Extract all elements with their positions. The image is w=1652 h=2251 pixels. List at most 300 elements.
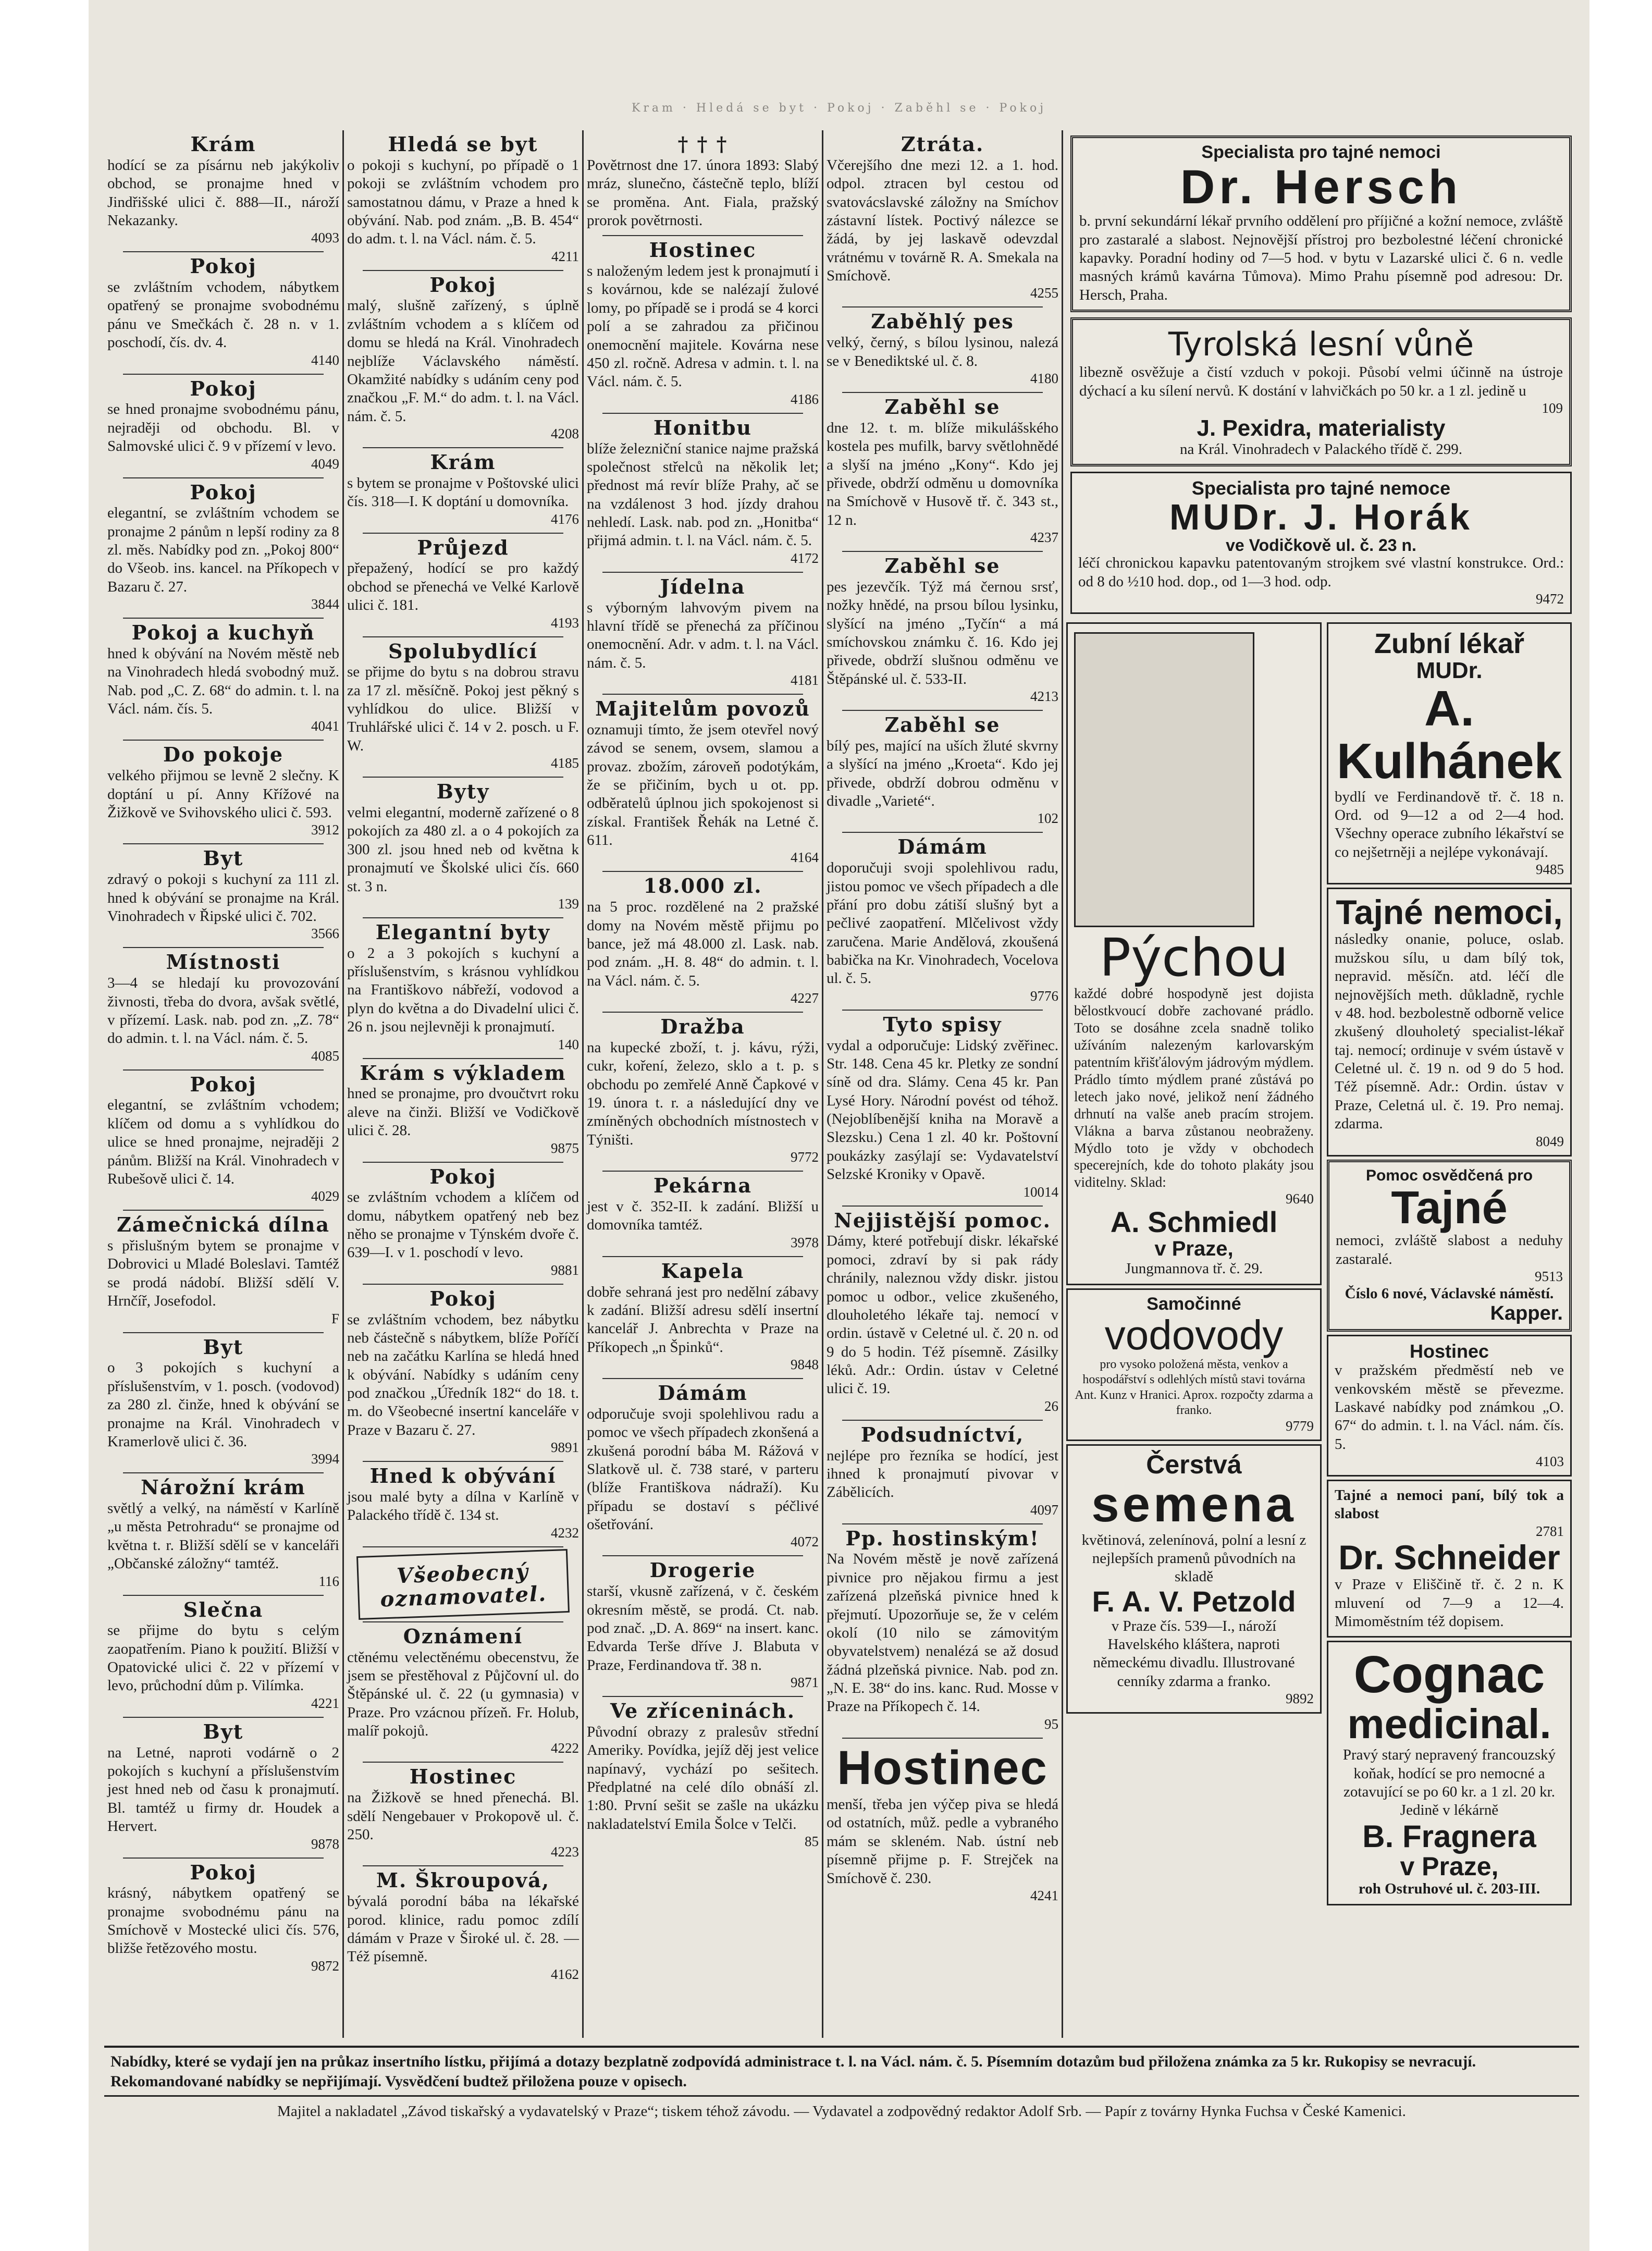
ad-number: 4222: [551, 1740, 579, 1756]
semena-text: květinová, zelenínová, polní a lesní z nejlepších pramenů původních na skladě: [1081, 1531, 1306, 1585]
pychou-ad: [1066, 622, 1322, 1285]
ad-number: 4211: [551, 248, 579, 264]
ad-text: velký, černý, s bílou lysinou, nalezá se v Benediktské ul. č. 8.: [827, 334, 1058, 370]
divider: [602, 572, 803, 573]
divider: [602, 1696, 803, 1697]
newspaper-page: [89, 0, 1589, 2251]
ad-number: 4186: [791, 391, 819, 407]
ad-number: 4176: [551, 511, 579, 527]
classified-ad: [356, 1549, 570, 1620]
ad-heading: Do pokoje: [163, 743, 284, 767]
ad-heading: Pokoj: [190, 254, 257, 278]
vodovody-number: 9779: [1286, 1418, 1314, 1434]
ad-number: 9871: [791, 1675, 819, 1691]
classified-ad: [107, 1477, 339, 1589]
ad-heading: Nejjistější pomoc.: [834, 1208, 1051, 1232]
classified-ad: [347, 1062, 579, 1157]
ad-text: s přislušným bytem se pronajme v Dobrovici u Mladé Boleslavi. Tamtéž se prodá nádobí. Bližší sdělí V. Hrnčíř, Josefodol.: [107, 1237, 339, 1310]
ad-text: nejlépe pro řezníka se hodící, jest ihned k pronajmutí pivovar v Zábělicích.: [827, 1447, 1058, 1501]
tajne2-title: Tajné: [1391, 1182, 1508, 1233]
classified-ad: [587, 875, 819, 1006]
classified-ad: [347, 1166, 579, 1278]
divider: [123, 1332, 324, 1333]
divider: [123, 1069, 324, 1071]
divider: [842, 1010, 1043, 1011]
divider: [602, 1012, 803, 1013]
classified-ad: [827, 555, 1058, 705]
classified-ad: [347, 1869, 579, 1982]
ad-heading: Pokoj: [429, 273, 497, 297]
ad-number: 9878: [311, 1836, 339, 1852]
ad-number: 4097: [1030, 1502, 1058, 1518]
divider: [602, 1256, 803, 1257]
ad-number: 9772: [791, 1149, 819, 1165]
classified-ad: [827, 1014, 1058, 1200]
schneider-name: Dr. Schneider: [1338, 1537, 1560, 1577]
ad-text: jsou malé byty a dílna v Karlíně v Palackého třídě č. 134 st.: [347, 1489, 579, 1524]
ad-heading: Všeobecný oznamovatel.: [379, 1559, 547, 1612]
tyrol-text: libezně osvěžuje a čistí vzduch v pokoji. Působí velmi účinně na ústroje dýchací a ku sílení nervů. K dostání v lahvičkách po 50 kr. a 1 zl. jedině u: [1079, 364, 1563, 399]
ad-text: hned k obývání na Novém městě neb na Vinohradech hledá svobodný muž. Nab. pod „C. Z. 68“ do admin. t. l. na Václ. nám. čís. 5.: [107, 645, 339, 718]
ad-text: na 5 proc. rozdělené na 2 pražské domy na Novém městě přijmu po bance, jež má 48.000 zl. Lask. nab. pod znám. „H. 8. 48“ do admin. t. l. na Václ. nám. č. 5.: [587, 899, 819, 989]
classified-ad: [107, 847, 339, 942]
ad-number: 3566: [311, 926, 339, 942]
schneider-pre: Tajné a nemoci paní, bílý tok a slabost: [1335, 1487, 1564, 1522]
divider: [123, 477, 324, 478]
ad-text: o pokoji s kuchyní, po případě o 1 pokoji se zvláštním vchodem pro samostatnou dámu, v Praze a hned k obývání. Nab. pod znám. „B. B. 454“ do adm. t. l. na Václ. nám. č. 5.: [347, 156, 579, 248]
ad-number: 140: [558, 1036, 579, 1052]
divider: [363, 1162, 563, 1163]
pychou-number: 9640: [1286, 1191, 1314, 1207]
ad-text: blíže železniční stanice najme pražská společnost střelců na několik let; přednost má revír blíže Prahy, ač se na vzdálenost 3 hod. jízdy drahou nehledí. Lask. nab. pod zn. „Honitba“ přijmá admin. t. l. na Václ. nám. č. 5.: [587, 440, 819, 549]
divider: [842, 1523, 1043, 1524]
schmiedl-name: A. Schmiedl: [1110, 1206, 1278, 1239]
ad-heading: Pekárna: [654, 1174, 752, 1198]
classified-ad: [347, 781, 579, 912]
divider: [123, 251, 324, 252]
kulhanek-number: 9485: [1536, 862, 1564, 878]
hersch-ad: [1070, 136, 1572, 312]
ad-text: s naloženým ledem jest k pronajmutí i s kovárnou, kde se nalézají žulové lomy, po případě se i prodá se 4 korci polí a se zahradou za přičinou onemocnění majitele. Kovárna nese 450 zl. ročně. Adresa v admin. t. l. na Václ. nám. č. 5.: [587, 263, 819, 390]
ad-text: starší, vkusně zařízená, v č. českém okresním městě, se prodá. Ct. nab. pod znač. „D. A. 869“ na insert. kanc. Edvarda Terše dříve J. Blabuta v Praze, Ferdinandova tř. 38 n.: [587, 1583, 819, 1674]
ad-text: na kupecké zboží, t. j. kávu, rýži, cukr, koření, železo, sklo a t. p. s obchodu po zemřelé Anně Čapkové v 19. února t. r. a následující dny ve zmíněných obchodních místnostech v Týništi.: [587, 1039, 819, 1148]
ad-number: 4180: [1030, 370, 1058, 386]
fragner-city: v Praze,: [1400, 1851, 1499, 1881]
ad-number: 9881: [551, 1262, 579, 1278]
divider: [602, 1555, 803, 1556]
ad-text: bílý pes, mající na uších žluté skvrny a slyšící na jméno „Kroeta“. Kdo jej přivede, obdrží dobrou odměnu v divadle „Varieté“.: [827, 737, 1058, 809]
cislo-text: Číslo 6 nové, Václavské náměstí.: [1345, 1285, 1554, 1302]
footer-note: Nabídky, které se vydají jen na průkaz insertního lístku, přijímá a dotazy bezplatně zodpovídá administrace t. l. na Václ. nám. č. 5. Písemním dotazům bud přiložena známka za 5 kr. Rukopisy se nevracují. Rekomandované nabídky se nepřijímají. Vysvědčení budtež přiložena pouze v opisech.: [110, 2053, 1476, 2090]
hostinec-ad: [1327, 1335, 1572, 1477]
ad-heading: † † †: [677, 132, 728, 156]
ad-number: F: [331, 1310, 339, 1326]
divider: [123, 1595, 324, 1596]
ad-number: 4041: [311, 718, 339, 734]
ad-heading: M. Škroupová,: [376, 1868, 550, 1892]
tajne-nemoci-ad: [1327, 888, 1572, 1156]
classified-ad: [587, 417, 819, 567]
ad-number: 3978: [791, 1234, 819, 1250]
divider: [842, 551, 1043, 552]
ad-heading: Hostinec: [409, 1765, 517, 1789]
classified-ad: [107, 255, 339, 368]
ad-number: 4172: [791, 550, 819, 566]
hostinec-number: 4103: [1536, 1454, 1564, 1470]
vodovody-title: vodovody: [1104, 1312, 1284, 1359]
ad-heading: Byty: [436, 780, 490, 804]
ad-text: o 2 a 3 pokojích s kuchyní a příslušenstvím, s krásnou vyhlídkou na Františkovo nábřeží, vodovod a plyn do května a do Divadelní ulici č. 26 n. jsou nejlevněji k pronajmutí.: [347, 944, 579, 1036]
fragner-name: B. Fragnera: [1362, 1818, 1536, 1854]
cognac-title: Cognac: [1353, 1645, 1545, 1704]
tajne-nemoci-text: následky onanie, poluce, oslab. mužskou sílu, u dam bílý tok, nepravid. měsíčn. atd. léčí dle nejnovějších meth. důkladně, rychle v 48. hod. bezbolestně odborně velice zkušený dlouholetý specialist-lékař taj. nemocí; ordinuje v svém ústavě v Celetné ul. č. 19 n. od 9 do 5 hod. Též písemně. Adr.: Ordin. ústav v Praze, Celetná ul. č. 19. Pro nemaj. zdarma.: [1335, 931, 1564, 1133]
divider: [123, 1472, 324, 1473]
classified-ad: [587, 133, 819, 230]
pexidr-name: J. Pexidra, materialisty: [1197, 415, 1446, 441]
schmiedl-city: v Praze,: [1154, 1237, 1234, 1261]
horak-ad: [1070, 472, 1572, 614]
classified-ad: [587, 576, 819, 688]
classifieds-grid: [104, 130, 1579, 2038]
ad-text: ctěnému velectěnému obecenstvu, že jsem se přestěhoval z Půjčovní ul. do Štěpánské ul. č. 22 (u gymnasia) v Praze. Pro vzácnou přízeň. Fr. Holub, malíř pokojů.: [347, 1649, 579, 1740]
ad-text: jest v č. 352-II. k zadání. Bližší u domovníka tamtéž.: [587, 1198, 819, 1234]
hersch-text: b. první sekundární lékař prvního oddělení pro příjičné a kožní nemoce, zvláště pro zastaralé a slabost. Nejnovější přístroj pro bezbolestné léčení chronické kapavky. Poradní hodiny od 7—5 hod. v bytu v Lazarské ulici č. 6 n. vedle masných krámů kavárna Tůmova). Mimo Prahu písemně pod adresou: Dr. Hersch, Praha.: [1079, 213, 1563, 303]
classified-ad: [347, 1465, 579, 1541]
divider: [602, 235, 803, 236]
classified-ad: [107, 1074, 339, 1205]
divider: [363, 636, 563, 637]
vodovody-ad: [1066, 1288, 1322, 1442]
divider: [363, 1058, 563, 1059]
divider: [123, 618, 324, 619]
divider: [363, 1865, 563, 1866]
fragner-address: roh Ostruhové ul. č. 203-III.: [1358, 1880, 1540, 1898]
classified-ad: [827, 1210, 1058, 1414]
ad-number: 4181: [791, 672, 819, 688]
ad-heading: Zaběhl se: [884, 554, 1001, 578]
divider: [602, 413, 803, 414]
classified-ad: [347, 1288, 579, 1456]
ad-heading: Hostinec: [837, 1741, 1048, 1794]
divider: [123, 740, 324, 741]
ad-heading: Majitelům povozů: [595, 697, 810, 721]
medicinal-title: medicinal.: [1347, 1701, 1551, 1748]
column-4: [823, 130, 1063, 2038]
divider: [363, 1621, 563, 1622]
ad-text: menší, třeba jen výčep piva se hledá od ostatních, můž. pedle a vybraného mám se skleném. Nab. ústní neb písemně přijme p. F. Strejček na Smíchově č. 230.: [827, 1796, 1058, 1887]
classified-ad: [347, 1626, 579, 1757]
pomoc-head: Pomoc osvědčená pro: [1365, 1166, 1533, 1184]
ad-number: 4072: [791, 1534, 819, 1550]
ad-number: 4237: [1030, 530, 1058, 546]
ad-heading: Drogerie: [649, 1558, 756, 1582]
ad-heading: Honitbu: [653, 415, 753, 439]
ad-heading: Ve zříceninách.: [610, 1699, 796, 1723]
cognac-ad: [1327, 1641, 1572, 1905]
ad-text: vydal a odporučuje: Lidský zvěřinec. Str. 148. Cena 45 kr. Pletky ze sondní síně od dra. Slámy. Cena 45 kr. Pan Lysé Hory. Národní povést od téhož. (Nejoblíbenější kniha na Moravě a Slezsku.) Cena 1 zl. 40 kr. Poštovní poukázky zasýlají se: Vydavatelství Selzské Kroniky v Opavě.: [827, 1037, 1058, 1183]
ad-number: 4208: [551, 426, 579, 442]
ad-heading: Kapela: [661, 1259, 745, 1283]
ad-heading: Tyto spisy: [883, 1012, 1002, 1036]
ad-text: bývalá porodní bába na lékařské porod. klinice, radu pomoc zdílí dámám v Praze v Široké ul. č. 28. — Též písemně.: [347, 1893, 579, 1965]
ad-text: 3—4 se hledají ku provozování živnosti, třeba do dvora, avšak světlé, v přízemí. Lask. nab. pod zn. „Z. 78“ do admin. t. l. na Václ. nám. č. 5.: [107, 975, 339, 1047]
kapper-name: Kapper.: [1490, 1302, 1563, 1324]
divider: [363, 270, 563, 271]
mid-ads-row: [1066, 619, 1576, 1909]
divider: [842, 1206, 1043, 1207]
ad-text: elegantní, se zvláštním vchodem; klíčem od domu a s vyhlídkou do ulice se hned pronajme, nejraději 2 pánům. Bližší na Král. Vinohradech v Rubešově ulici č. 14.: [107, 1097, 339, 1187]
ad-number: 95: [1044, 1716, 1058, 1732]
kulhanek-ad: [1327, 622, 1572, 884]
ad-heading: Podsudníctví,: [860, 1422, 1025, 1446]
ad-heading: Byt: [203, 846, 244, 870]
classified-ad: [587, 1559, 819, 1691]
divider: [363, 777, 563, 778]
ad-number: 139: [558, 895, 579, 912]
column-2: [344, 130, 584, 2038]
vodovody-head: Samočinné: [1146, 1294, 1241, 1314]
ad-text: se zvláštním vchodem, bez nábytku neb částečně s nábytkem, blíže Poříčí neb na začátku Karlína se hledá hned k obývání. Nabídky s udáním ceny pod značkou „Úředník 182“ do 18. t. m. do Všeobecné insertní kanceláře v Praze v Bazaru č. 27.: [347, 1311, 579, 1438]
horak-text: léčí chronickou kapavku patentovaným strojkem své vlastní konstrukce. Ord.: od 8 do ½10 hod. dop., od 1—3 hod. odp.: [1078, 555, 1564, 590]
divider: [123, 1717, 324, 1718]
ad-text: světlý a velký, na náměstí v Karlíně „u města Petrohradu“ se pronajme od května t. r. Bližší sdělí se v kanceláři „Občanské záložny“ tamtéž.: [107, 1500, 339, 1572]
ad-text: oznamuji tímto, že jsem otevřel nový závod se senem, ovsem, slamou a provaz. zbožím, zároveň podotýkám, že se přičiním, bych u ot. pp. odběratelů úplnou jich spokojenost si získal. František Řehák na Letné č. 611.: [587, 721, 819, 849]
ad-text: elegantní, se zvláštním vchodem se pronajme 2 pánům n lepší rodiny za 8 zl. měs. Nabídky pod zn. „Pokoj 800“ do Všeob. ins. kancel. na Příkopech v Bazaru č. 27.: [107, 505, 339, 595]
ad-number: 3912: [311, 822, 339, 838]
ad-heading: Krám: [190, 132, 256, 156]
ad-number: 4241: [1030, 1887, 1058, 1903]
divider: [842, 1420, 1043, 1421]
petzold-text: v Praze čís. 539—I., nároží Havelského kláštera, naproti německému divadlu. Illustrované cenníky zdarma a franko.: [1093, 1617, 1295, 1690]
divider: [123, 843, 324, 844]
classified-ad: [107, 1599, 339, 1712]
divider: [123, 374, 324, 375]
divider: [363, 1461, 563, 1462]
tajne-nemoci-number: 8049: [1536, 1133, 1564, 1149]
ad-heading: Pokoj: [190, 1072, 257, 1096]
ad-number: 9776: [1030, 988, 1058, 1004]
ad-number: 9872: [311, 1958, 339, 1974]
ad-heading: Nárožní krám: [141, 1475, 306, 1499]
faint-header-strip: Kram · Hledá se byt · Pokoj · Zaběhl se · Pokoj: [631, 102, 1047, 115]
ad-heading: Dražba: [660, 1015, 745, 1039]
classified-ad: [827, 1528, 1058, 1732]
divider: [842, 306, 1043, 307]
classified-ad: [347, 133, 579, 265]
ad-heading: Dámám: [897, 835, 988, 859]
pychou-title: Pýchou: [1099, 927, 1289, 989]
ad-number: 4162: [551, 1966, 579, 1982]
ad-number: 3844: [311, 596, 339, 612]
ad-text: malý, slušně zařízený, s úplně zvláštním vchodem a s klíčem od domu se hledá na Král. Vinohradech nejblíže Václavského náměstí. Okamžité nabídky s udáním ceny pod značkou „F. M.“ do adm. t. l. na Václ. nám. č. 5.: [347, 297, 579, 425]
ad-text: dne 12. t. m. blíže mikulášského kostela pes mufilk, barvy světlohnědé a slyší na jméno „Kony“. Kdo jej přivede, obdrží odměnu u domovníka na Smíchově v Husově tř. č. 343 st., 12 n.: [827, 419, 1058, 528]
ad-heading: Zaběhl se: [884, 713, 1001, 737]
classified-ad: [107, 378, 339, 472]
classified-ad: [827, 1424, 1058, 1518]
classified-ad: [587, 1382, 819, 1550]
divider: [363, 533, 563, 534]
classified-ad: [347, 1766, 579, 1860]
imprint: Majitel a nakladatel „Závod tiskařský a vydavatelský v Praze“; tiskem téhož závodu. — Vydavatel a zodpovědný redaktor Adolf Srb. — Papír z továrny Hynka Fuchsa v České Kamenici.: [104, 2095, 1579, 2127]
ad-text: s výborným lahvovým pivem na hlavní třídě se přenechá za příčinou onemocnění. Adr. v adm. t. l. na Václ. nám. č. 5.: [587, 599, 819, 671]
ad-text: doporučuji svoji spolehlivou radu, jistou pomoc ve všech případech a dle přání pro dobu zátiší slušný byt a pečlivé zaopatření. Mlčelivost vždy zaručena. Marie Andělová, zkoušená babička na Kr. Vinohradech, Vocelova ul. č. 5.: [827, 859, 1058, 987]
ad-number: 85: [805, 1834, 819, 1850]
ad-heading: Zaběhl se: [884, 395, 1001, 419]
schmiedl-address: Jungmannova tř. č. 29.: [1125, 1260, 1263, 1277]
tyrol-ad: [1070, 317, 1572, 466]
ad-number: 102: [1037, 810, 1058, 827]
ad-text: krásný, nábytkem opatřený se pronajme svobodnému pánu na Smíchově v Mostecké ulici čís. 576, bližše řetězového mostu.: [107, 1885, 339, 1957]
ad-number: 4029: [311, 1188, 339, 1204]
classified-ad: [827, 133, 1058, 301]
ad-text: se hned pronajme svobodnému pánu, nejraději od obchodu. Bl. v Salmovské ulici č. 9 v přízemí v levo.: [107, 401, 339, 455]
ad-text: Původní obrazy z pralesův střední Ameriky. Povídka, jejíž děj jest velice napínavý, vychází po sešitech. Předplatné na celé dílo obnáší zl. 1:80. První sešit se zašle na ukázku nakladatelství Emila Šolce v Telči.: [587, 1723, 819, 1832]
tajne2-text: nemoci, zvláště slabost a neduhy zastaralé.: [1336, 1232, 1563, 1268]
ad-heading: Spolubydlící: [388, 639, 538, 663]
ad-text: se zvláštním vchodem a klíčem od domu, nábytkem opatřený neb bez něho se pronajme v Týnském dvoře č. 639—I. v 1. poschodí v levo.: [347, 1189, 579, 1261]
ad-number: 4232: [551, 1524, 579, 1541]
classified-ad: [107, 951, 339, 1064]
gnome-illustration-icon: [1074, 632, 1254, 927]
ad-text: dobře sehraná jest pro nedělní zábavy k zadání. Bližší adresu sdělí insertní kancelář J. Anbrechta v Praze na Příkopech „n Špinků“.: [587, 1283, 819, 1356]
classified-ad: [107, 133, 339, 246]
ad-text: přepažený, hodící se pro každý obchod se přenechá ve Velké Karlově ulici č. 181.: [347, 560, 579, 614]
ad-text: hned se pronajme, pro dvoučtvrt roku aleve na činži. Bližší ve Vodičkově ulici č. 28.: [347, 1085, 579, 1139]
schneider-number: 2781: [1536, 1523, 1564, 1539]
horak-head: Specialista pro tajné nemoce: [1191, 477, 1451, 499]
classified-ad: [587, 1016, 819, 1165]
ad-number: 9848: [791, 1357, 819, 1373]
classified-ad: [107, 1336, 339, 1468]
ad-heading: Jídelna: [660, 574, 746, 598]
hersch-name: Dr. Hersch: [1180, 160, 1462, 214]
zubni-title: Zubní lékař: [1374, 628, 1525, 660]
ad-text: pes jezevčík. Týž má černou srsť, nožky hnědé, na prsou bílou lysinku, slyšící na jméno „Tyčín“ a má smíchovskou známku č. 16. Kdo jej přivede, obdrží slušnou odměnu ve Štěpánské ul. č. 533-II.: [827, 578, 1058, 687]
page-footer: [104, 2046, 1579, 2127]
ad-text: hodící se za písárnu neb jakýkoliv obchod, se pronajme hned v Jindřišské ulici č. 888—II., nároží Nekazanky.: [107, 156, 339, 229]
classified-ad: [587, 239, 819, 407]
divider: [363, 917, 563, 918]
pychou-text: každé dobré hospodyně jest dojista bělostkvoucí dobře zachované prádlo. Toto se dosáhne zcela snadně toliko užíváním nalezeným karlovarským patentním křišťálovým jádrovým mýdlem. Prádlo tímto mýdlem prané zůstává po letech jako nové, jelikož není žádného drhnutí na valše aneb pracím strojem. Vláknа a barva zůstanou neobraženy. Mýdlo toto je vždy v obchodech specerejních, kde do tohoto plakáty jsou viditelny. Sklad:: [1074, 986, 1314, 1190]
ad-number: 4255: [1030, 285, 1058, 301]
divider: [842, 710, 1043, 711]
classified-ad: [827, 1742, 1058, 1904]
ad-heading: Místnosti: [166, 950, 281, 974]
divider: [363, 1546, 563, 1547]
ad-text: se zvláštním vchodem, nábytkem opatřený se pronajme svobodnému pánu ve Smečkách č. 28 n. v 1. poschodí, čís. dv. 4.: [107, 279, 339, 351]
ad-number: 116: [318, 1573, 339, 1589]
classified-ad: [107, 744, 339, 838]
ad-heading: Byt: [203, 1719, 244, 1743]
classified-ad: [587, 698, 819, 866]
tajne-nemoci-title: Tajné nemoci,: [1336, 893, 1563, 932]
column-1: [104, 130, 344, 2038]
ad-text: velkého přijmou se levně 2 slečny. K doptání u pí. Anny Křížové na Žižkově ve Svihovského ulici č. 593.: [107, 767, 339, 821]
classified-ad: [347, 641, 579, 772]
ad-text: na Letné, naproti vodárně o 2 pokojích s kuchyní a příslušenstvím jest hned neb od času k pronajmutí. Bl. tamtéž u firmy dr. Houdek a Hervert.: [107, 1744, 339, 1835]
ad-heading: Pokoj: [190, 1860, 257, 1884]
ad-number: 4085: [311, 1048, 339, 1064]
ad-heading: Elegantní byty: [375, 920, 551, 944]
ad-text: odporučuje svoji spolehlivou radu a pomoc ve všech případech zkonšená a zkušená porodní bába M. Rážová v Slatkově ul. č. 738 staré, v parteru (blíže Františkova nádraží). Ku případu se dostaví s péčlivé ošetřování.: [587, 1405, 819, 1533]
classified-ad: [827, 311, 1058, 387]
ad-text: Včerejšího dne mezi 12. a 1. hod. odpol. ztracen byl cestou od svatovácslavské záložny na Smíchov zástavní lístek. Poctivý nálezce se žádá, by jej laskavě odevzdal vrátnému v továrně R. A. Smekala na Smíchově.: [827, 156, 1058, 285]
ad-text: Povětrnost dne 17. února 1893: Slabý mráz, slunečno, částečně teplo, blíží se proměna. Ant. Fiala, pražský prorok povětrnosti.: [587, 156, 819, 229]
ad-text: se přijme do bytu s celým zaopatřením. Piano k použití. Bližší v Opatovické ulici č. 22 v přízemí v levo, průchodní dům p. Vilímka.: [107, 1622, 339, 1694]
divider: [842, 392, 1043, 393]
ad-text: Na Novém městě je nově zařízená pivnice pro nějakou firmu a jest zařízená plzeňská pivnice hned k přejmutí. Upozorňuje se, že v celém okolí (10 nilo se zámovitým obyvatelstvem) nenalézá se až dosud žádná plzeňská pivnice. Nab. pod zn. „N. E. 38“ do ins. kanc. Rud. Mosse v Praze na Příkopech č. 14.: [827, 1551, 1058, 1715]
classified-ad: [107, 622, 339, 734]
mudr-label: MUDr.: [1416, 657, 1483, 683]
classified-ad: [587, 1175, 819, 1251]
ad-text: Dámy, které potřebují diskr. lékařské pomoci, zdraví by si pak rády chránily, naleznou vždy diskr. jistou pomoc u odbor., velice zkušeného, dlouholetého lékaře taj. nemocí v ordin. ústavě v Celetné ul. č. 20 n. od 9 do 5 hodin. Též písemně. Zásilky léků. Adr.: Ordin. ústav v Celetné ulici č. 19.: [827, 1233, 1058, 1397]
ad-text: na Žižkově se hned přenechá. Bl. sdělí Nengebauer v Prokopově ul. č. 250.: [347, 1789, 579, 1843]
classified-ad: [827, 396, 1058, 546]
ad-heading: Pp. hostinským!: [845, 1526, 1040, 1550]
divider: [602, 1378, 803, 1379]
ad-heading: Krám s výkladem: [360, 1061, 566, 1085]
tyrol-number: 109: [1542, 400, 1563, 416]
divider: [602, 1171, 803, 1172]
hersch-specialist-title: Specialista pro tajné nemoci: [1201, 142, 1441, 162]
ad-number: 4227: [791, 990, 819, 1006]
ad-heading: Oznámení: [403, 1624, 523, 1648]
divider: [842, 1738, 1043, 1739]
classified-ad: [827, 714, 1058, 827]
kulhanek-text: bydlí ve Ferdinandově tř. č. 18 n. Ord. od 9—12 a od 2—4 hod. Všechny operace zubního lékařství se co nejšetrněji a nejlépe vykonávají.: [1335, 788, 1564, 860]
classified-ad: [587, 1700, 819, 1850]
divider: [602, 871, 803, 872]
ad-number: 4221: [311, 1695, 339, 1711]
ad-heading: Pokoj: [429, 1164, 497, 1188]
ad-heading: Zaběhlý pes: [871, 310, 1014, 334]
ad-number: 3994: [311, 1451, 339, 1467]
divider: [363, 1284, 563, 1285]
ad-text: o 3 pokojích s kuchyní a příslušenstvím, v 1. posch. (vodovod) za 280 zl. činže, hned k obývání se pronajme na Král. Vinohradech v Kramerlově ulici č. 36.: [107, 1359, 339, 1450]
ad-heading: Hned k obývání: [369, 1464, 557, 1488]
ad-text: velmi elegantní, moderně zařízené o 8 pokojích za 480 zl. a o 4 pokojích za 300 zl. jsou hned neb od května k pronajmutí ve Školské ulici čís. 660 st. 3 n.: [347, 804, 579, 895]
classified-ad: [347, 921, 579, 1053]
horak-address: ve Vodičkově ul. č. 23 n.: [1226, 535, 1416, 555]
ad-number: 4164: [791, 850, 819, 866]
hostinec-head: Hostinec: [1409, 1340, 1489, 1362]
divider: [363, 1762, 563, 1763]
classified-ad: [347, 274, 579, 442]
classified-ad: [107, 1862, 339, 1974]
ad-heading: Hledá se byt: [388, 132, 538, 156]
classified-ad: [107, 482, 339, 613]
classified-ad: [347, 451, 579, 527]
ad-number: 4223: [551, 1844, 579, 1860]
petzold-name: F. A. V. Petzold: [1092, 1584, 1296, 1618]
column-5-display-ads: [1063, 130, 1579, 2038]
divider: [602, 694, 803, 695]
ad-heading: Ztráta.: [901, 132, 984, 156]
tyrol-title: Tyrolská lesní vůně: [1168, 325, 1474, 364]
classified-ad: [587, 1260, 819, 1373]
ad-heading: Krám: [430, 450, 496, 474]
pexidr-address: na Král. Vinohradech v Palackého třídě č. 299.: [1179, 441, 1463, 458]
schneider-ad: [1327, 1480, 1572, 1638]
right-sub-column: [1327, 619, 1572, 1909]
ad-heading: Pokoj: [429, 1286, 497, 1310]
ad-number: 4213: [1030, 688, 1058, 705]
ad-number: 9891: [551, 1440, 579, 1456]
semena-ad: [1066, 1444, 1322, 1714]
divider: [123, 1858, 324, 1859]
horak-name: MUDr. J. Horák: [1169, 497, 1473, 538]
petzold-number: 9892: [1286, 1691, 1314, 1706]
